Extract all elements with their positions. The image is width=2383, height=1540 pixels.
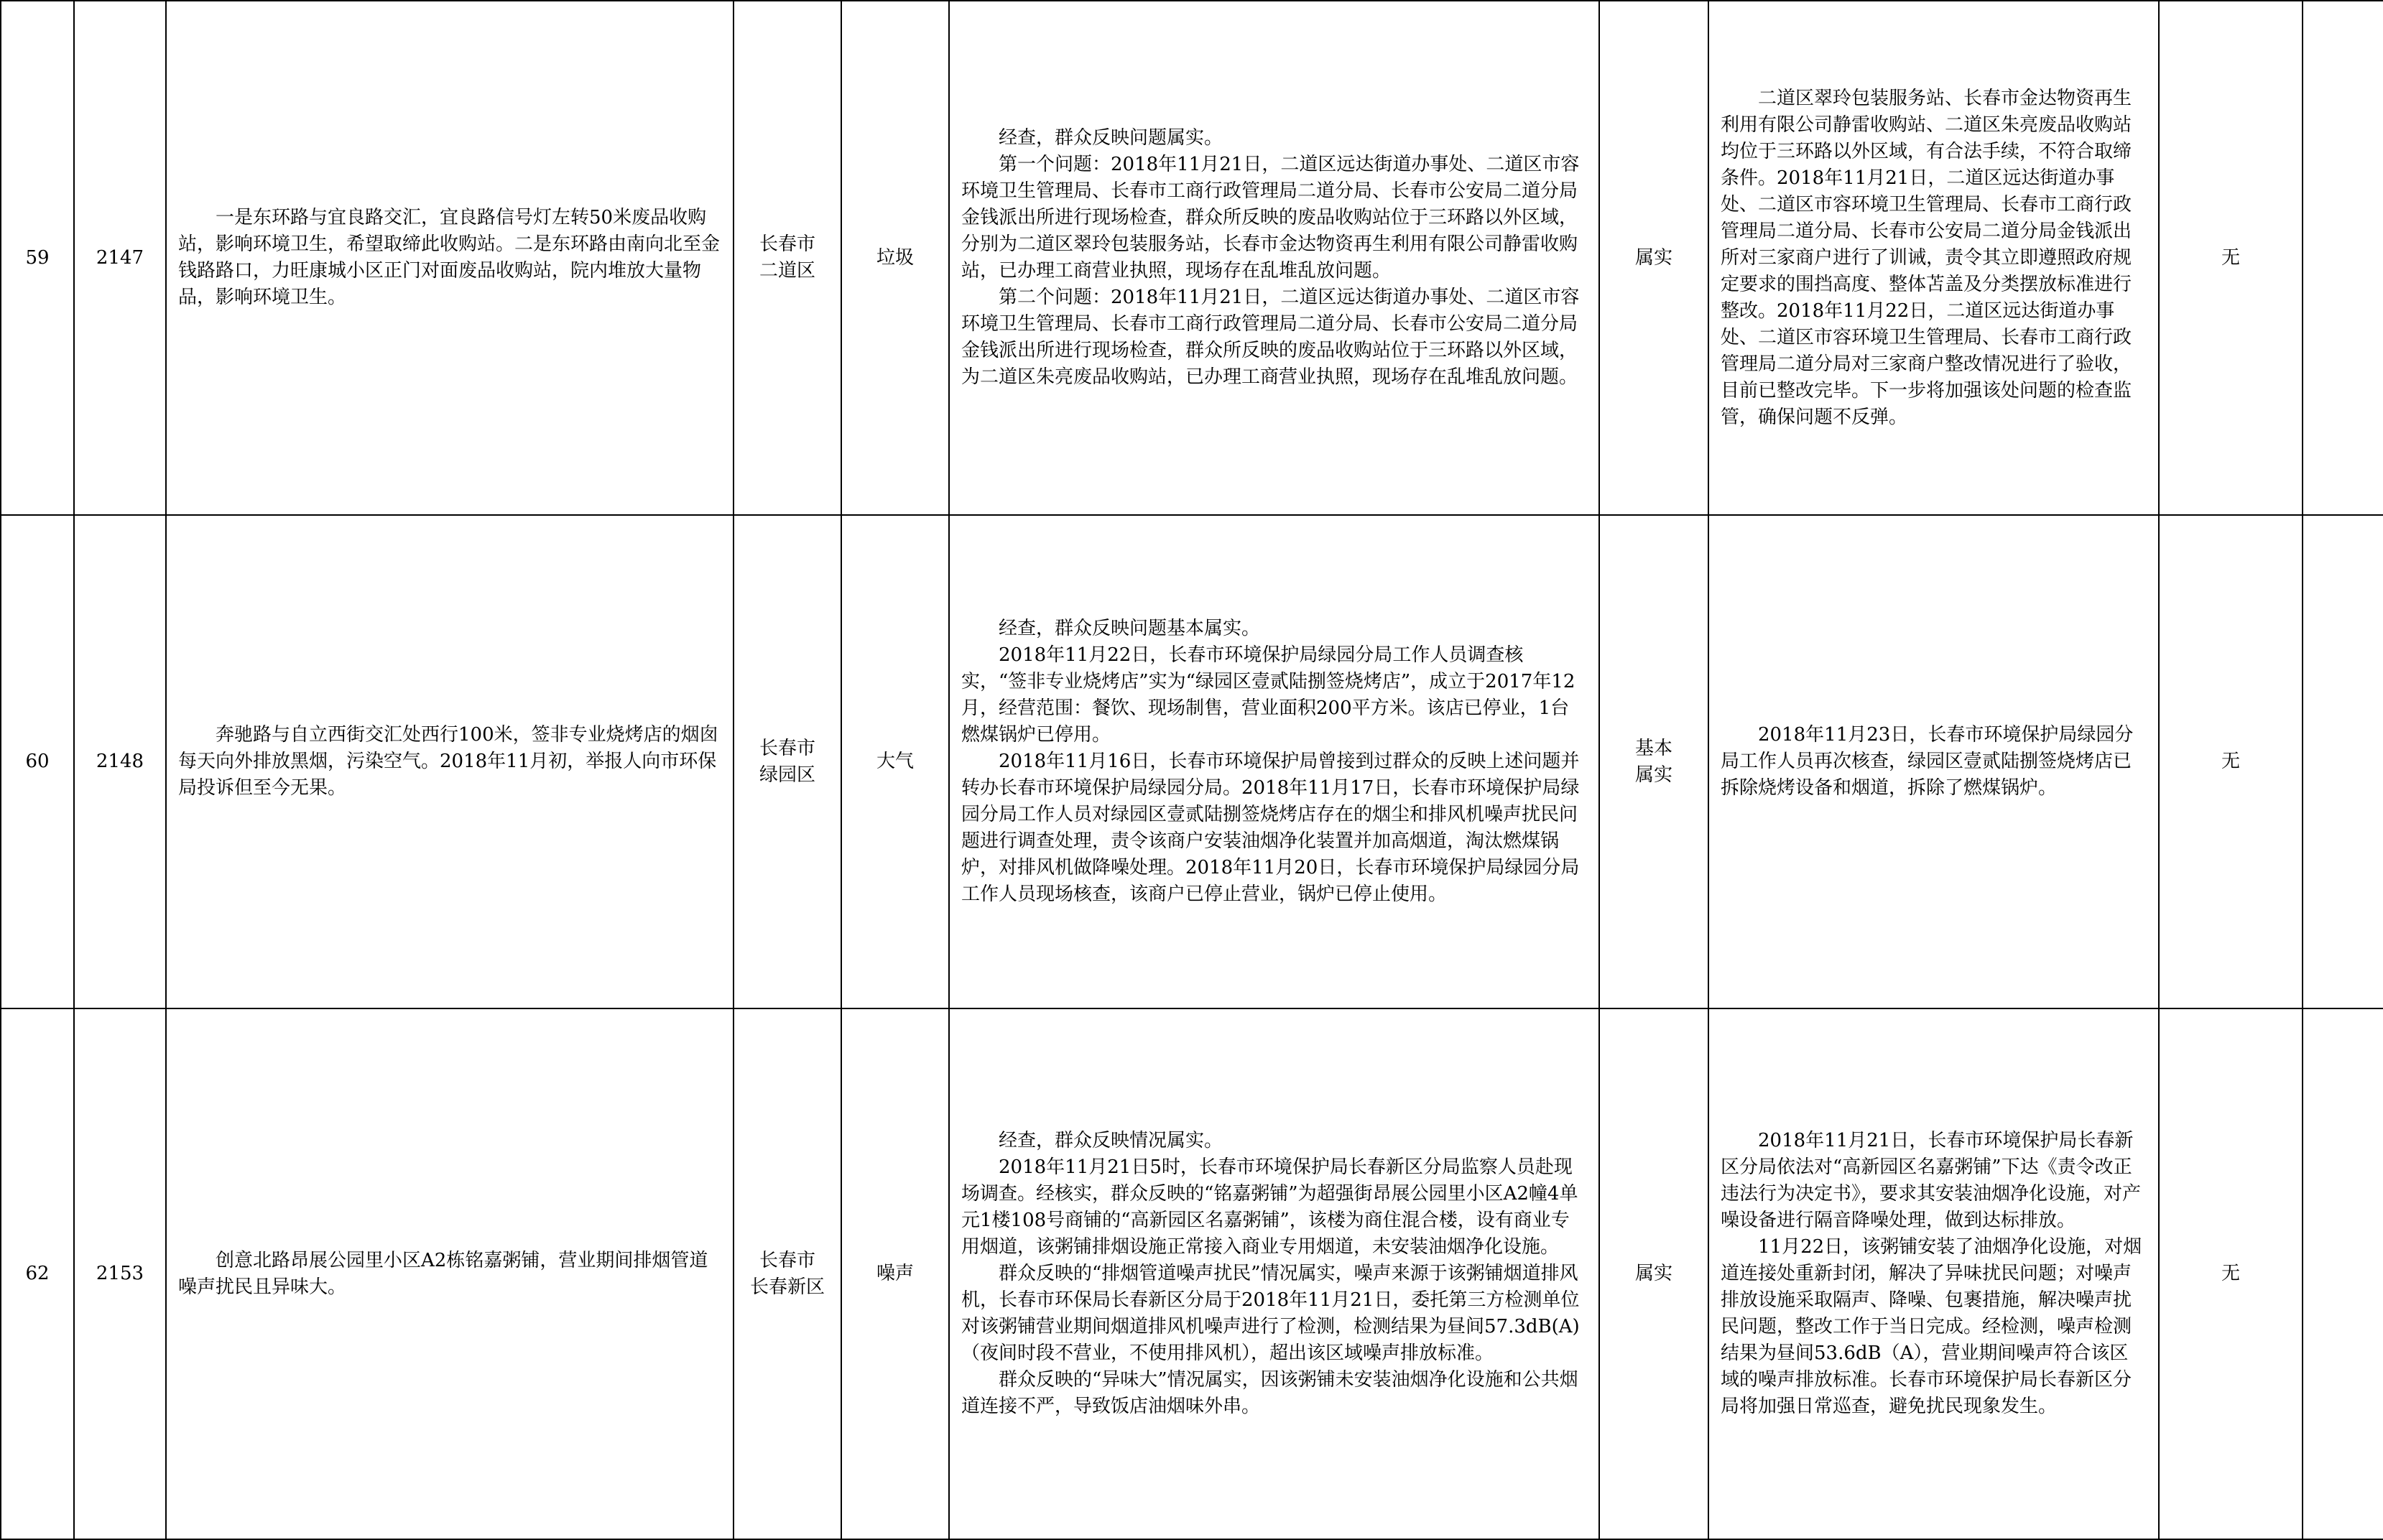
verdict-line: 属实 — [1634, 764, 1672, 786]
verdict-line: 属实 — [1634, 1263, 1672, 1284]
row-seq: 59 — [1, 1, 74, 515]
category-cell: 垃圾 — [841, 1, 949, 515]
investigation-paragraph: 第一个问题：2018年11月21日，二道区远达街道办事处、二道区市容环境卫生管理局、长春市工商行政管理局二道分局、长春市公安局二道分局金钱派出所进行现场检查，群众所反映的废品收购站位于三环路以外区域，分别为二道区翠玲包装服务站，长春市金达物资再生利用有限公司静雷收购站，已办理工商营业执照，现场存在乱堆乱放问题。 — [961, 154, 1580, 282]
category-cell: 噪声 — [841, 1008, 949, 1539]
complaint-id: 2148 — [74, 515, 166, 1008]
investigation-paragraph: 群众反映的“异味大”情况属实，因该粥铺未安装油烟净化设施和公共烟道连接不严，导致饭店油烟味外串。 — [961, 1369, 1578, 1417]
verdict-cell — [1599, 1008, 1708, 1539]
investigation-paragraph: 经查，群众反映问题属实。 — [999, 127, 1223, 149]
investigation-paragraph: 群众反映的“排烟管道噪声扰民”情况属实，噪声来源于该粥铺烟道排风机，长春市环保局长春新区分局于2018年11月21日，委托第三方检测单位对该粥铺营业期间烟道排风机噪声进行了检测，检测结果为昼间57.3dB(A)（夜间时段不营业，不使用排风机），超出该区域噪声排放标准。 — [961, 1263, 1580, 1364]
district-line: 长春市 — [759, 233, 815, 255]
investigation-cell — [949, 1, 1599, 515]
table-row — [1, 1008, 2383, 1539]
complaint-id: 2153 — [74, 1008, 166, 1539]
investigation-paragraph: 2018年11月16日，长春市环境保护局曾接到过群众的反映上述问题并转办长春市环境保护局绿园分局。2018年11月17日，长春市环境保护局绿园分局工作人员对绿园区壹贰陆捌签烧烤店存在的烟尘和排风机噪声扰民问题进行调查处理，责令该商户安装油烟净化装置并加高烟道，淘汰燃煤锅炉，对排风机做降噪处理。2018年11月20日，长春市环境保护局绿园分局工作人员现场核查，该商户已停止营业，锅炉已停止使用。 — [961, 751, 1580, 905]
investigation-paragraph: 2018年11月21日5时，长春市环境保护局长春新区分局监察人员赴现场调查。经核实，群众反映的“铭嘉粥铺”为超强街昂展公园里小区A2幢4单元1楼108号商铺的“高新园区名嘉粥铺”，该楼为商住混合楼，设有商业专用烟道，该粥铺排烟设施正常接入商业专用烟道，未安装油烟净化设施。 — [961, 1156, 1578, 1258]
handling-paragraph: 11月22日，该粥铺安装了油烟净化设施，对烟道连接处重新封闭，解决了异味扰民问题；对噪声排放设施采取隔声、降噪、包裹措施，解决噪声扰民问题，整改工作于当日完成。经检测，噪声检测结果为昼间53.6dB（A），营业期间噪声符合该区域的噪声排放标准。长春市环境保护局长春新区分局将加强日常巡查，避免扰民现象发生。 — [1721, 1236, 2142, 1417]
handling-paragraph: 2018年11月23日，长春市环境保护局绿园分局工作人员再次核查，绿园区壹贰陆捌签烧烤店已拆除烧烤设备和烟道，拆除了燃煤锅炉。 — [1721, 724, 2134, 799]
complaint-content — [166, 515, 734, 1008]
complaint-content — [166, 1, 734, 515]
verdict-line: 属实 — [1634, 246, 1672, 269]
district-line: 长春市 — [759, 737, 815, 759]
complaint-content — [166, 1008, 734, 1539]
row-seq: 60 — [1, 515, 74, 1008]
district-line: 长春市 — [759, 1249, 815, 1271]
investigation-paragraph: 经查，群众反映问题基本属实。 — [999, 618, 1261, 639]
investigation-paragraph: 经查，群众反映情况属实。 — [999, 1130, 1223, 1151]
handling-paragraph: 2018年11月21日，长春市环境保护局长春新区分局依法对“高新园区名嘉粥铺”下达《责令改正违法行为决定书》，要求其安装油烟净化设施，对产噪设备进行隔音降噪处理，做到达标排放。 — [1721, 1130, 2142, 1231]
verdict-line: 基本 — [1634, 737, 1672, 759]
remark-cell — [2303, 1, 2383, 515]
district-line: 二道区 — [759, 260, 815, 282]
district-cell — [734, 1, 841, 515]
accountability-cell: 无 — [2159, 1008, 2303, 1539]
complaint-text: 创意北路昂展公园里小区A2栋铭嘉粥铺，营业期间排烟管道噪声扰民且异味大。 — [178, 1249, 708, 1298]
investigation-paragraph: 第二个问题：2018年11月21日，二道区远达街道办事处、二道区市容环境卫生管理局、长春市工商行政管理局二道分局、长春市公安局二道分局金钱派出所进行现场检查，群众所反映的废品收购站位于三环路以外区域，为二道区朱亮废品收购站，已办理工商营业执照，现场存在乱堆乱放问题。 — [961, 287, 1580, 388]
accountability-cell: 无 — [2159, 515, 2303, 1008]
category-cell: 大气 — [841, 515, 949, 1008]
row-seq: 62 — [1, 1008, 74, 1539]
verdict-cell — [1599, 1, 1708, 515]
complaint-text: 奔驰路与自立西街交汇处西行100米，签非专业烧烤店的烟囱每天向外排放黑烟，污染空气。2018年11月初，举报人向市环保局投诉但至今无果。 — [178, 724, 718, 799]
district-line: 长春新区 — [749, 1276, 825, 1298]
district-cell — [734, 1008, 841, 1539]
complaint-text: 一是东环路与宜良路交汇，宜良路信号灯左转50米废品收购站，影响环境卫生，希望取缔此收购站。二是东环路由南向北至金钱路路口，力旺康城小区正门对面废品收购站，院内堆放大量物品，影响环境卫生。 — [178, 207, 721, 308]
handling-cell — [1708, 1, 2159, 515]
remark-cell — [2303, 515, 2383, 1008]
handling-cell — [1708, 515, 2159, 1008]
investigation-cell — [949, 515, 1599, 1008]
accountability-cell: 无 — [2159, 1, 2303, 515]
investigation-cell — [949, 1008, 1599, 1539]
investigation-paragraph: 2018年11月22日，长春市环境保护局绿园分局工作人员调查核实，“签非专业烧烤店”实为“绿园区壹贰陆捌签烧烤店”，成立于2017年12月，经营范围：餐饮、现场制售，营业面积200平方米。该店已停业，1台燃煤锅炉已停用。 — [961, 644, 1575, 746]
verdict-cell — [1599, 515, 1708, 1008]
table-row — [1, 1, 2383, 515]
district-line: 绿园区 — [759, 764, 815, 786]
table-row — [1, 515, 2383, 1008]
handling-cell — [1708, 1008, 2159, 1539]
district-cell — [734, 515, 841, 1008]
complaint-id: 2147 — [74, 1, 166, 515]
remark-cell — [2303, 1008, 2383, 1539]
handling-paragraph: 二道区翠玲包装服务站、长春市金达物资再生利用有限公司静雷收购站、二道区朱亮废品收购站均位于三环路以外区域，有合法手续，不符合取缔条件。2018年11月21日，二道区远达街道办事处、二道区市容环境卫生管理局、长春市工商行政管理局二道分局、长春市公安局二道分局金钱派出所对三家商户进行了训诫，责令其立即遵照政府规定要求的围挡高度、整体苫盖及分类摆放标准进行整改。2018年11月22日，二道区远达街道办事处、二道区市容环境卫生管理局、长春市工商行政管理局二道分局对三家商户整改情况进行了验收，目前已整改完毕。下一步将加强该处问题的检查监管，确保问题不反弹。 — [1721, 87, 2132, 428]
